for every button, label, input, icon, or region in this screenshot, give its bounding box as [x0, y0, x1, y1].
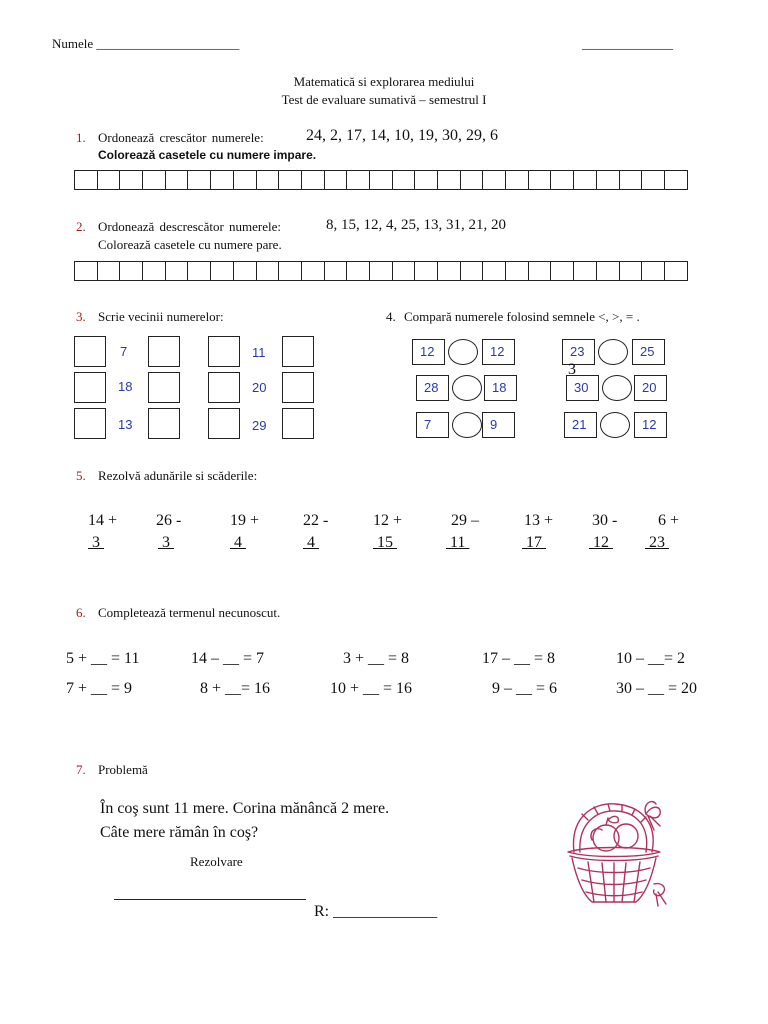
answer-label: R: _____________	[314, 903, 438, 920]
grid-cell[interactable]	[393, 262, 416, 281]
compare-number: 12	[412, 339, 445, 365]
exercise-number: 3.	[76, 309, 86, 324]
apple-basket-illustration	[558, 796, 670, 910]
date-blank: ______________	[582, 36, 673, 51]
operation-top: 26 -	[156, 512, 182, 529]
grid-cell[interactable]	[120, 171, 143, 190]
grid-cell[interactable]	[188, 262, 211, 281]
neighbor-box[interactable]	[282, 372, 314, 403]
compare-number: 12	[482, 339, 515, 365]
grid-cell[interactable]	[234, 262, 257, 281]
grid-cell[interactable]	[574, 262, 597, 281]
grid-cell[interactable]	[75, 262, 98, 281]
exercise-2-text: Ordonează descrescător numerele:	[98, 219, 282, 234]
grid-cell[interactable]	[188, 171, 211, 190]
exercise-2-numbers: 8, 15, 12, 4, 25, 13, 31, 21, 20	[326, 217, 506, 233]
given-number: 29	[252, 418, 267, 433]
compare-sign-circle[interactable]	[452, 412, 482, 438]
neighbor-box[interactable]	[208, 408, 240, 439]
grid-cell[interactable]	[166, 262, 189, 281]
given-number: 13	[118, 417, 133, 432]
operation-top: 29 –	[451, 512, 479, 529]
given-number: 18	[118, 379, 133, 394]
exercise-number: 4.	[386, 309, 396, 324]
grid-cell[interactable]	[120, 262, 143, 281]
grid-cell[interactable]	[506, 262, 529, 281]
grid-cell[interactable]	[234, 171, 257, 190]
operation-bottom: 15	[373, 534, 397, 551]
equation: 3 + __ = 8	[343, 650, 410, 667]
grid-cell[interactable]	[574, 171, 597, 190]
grid-cell[interactable]	[415, 171, 438, 190]
grid-cell[interactable]	[279, 262, 302, 281]
compare-number: 20	[634, 375, 667, 401]
grid-cell[interactable]	[98, 171, 121, 190]
grid-cell[interactable]	[483, 262, 506, 281]
compare-number: 21	[564, 412, 597, 438]
grid-cell[interactable]	[415, 262, 438, 281]
exercise-6-text: Completează termenul necunoscut.	[98, 605, 281, 620]
neighbor-box[interactable]	[208, 336, 240, 367]
equation: 5 + __ = 11	[66, 650, 140, 667]
operation-bottom: 4	[230, 534, 246, 551]
exercise-number: 7.	[76, 762, 86, 777]
grid-cell[interactable]	[529, 262, 552, 281]
grid-cell[interactable]	[302, 262, 325, 281]
grid-cell[interactable]	[98, 262, 121, 281]
neighbor-box[interactable]	[74, 408, 106, 439]
grid-cell[interactable]	[620, 262, 643, 281]
given-number: 7	[120, 344, 128, 359]
operation-bottom: 3	[158, 534, 174, 551]
exercise-number: 5.	[76, 468, 86, 483]
operation-bottom: 4	[303, 534, 319, 551]
operation-top: 19 +	[230, 512, 260, 529]
equation: 14 – __ = 7	[191, 650, 265, 667]
grid-cell[interactable]	[370, 262, 393, 281]
compare-number: 18	[484, 375, 517, 401]
compare-number: 9	[482, 412, 515, 438]
operation-top: 6 +	[658, 512, 680, 529]
exercise-7-text: Problemă	[98, 762, 148, 777]
grid-cell[interactable]	[325, 171, 348, 190]
exercise-1-instruction: Colorează casetele cu numere impare.	[98, 148, 317, 162]
compare-sign-circle[interactable]	[600, 412, 630, 438]
grid-cell[interactable]	[620, 171, 643, 190]
equation: 8 + __= 16	[200, 680, 271, 697]
grid-cell[interactable]	[393, 171, 416, 190]
neighbor-box[interactable]	[74, 336, 106, 367]
grid-cell[interactable]	[325, 262, 348, 281]
grid-cell[interactable]	[597, 171, 620, 190]
equation: 10 – __= 2	[616, 650, 686, 667]
grid-cell[interactable]	[665, 262, 688, 281]
compare-number: 30	[566, 375, 599, 401]
grid-cell[interactable]	[257, 171, 280, 190]
compare-number: 12	[634, 412, 667, 438]
compare-number: 7	[416, 412, 449, 438]
operation-bottom: 3	[88, 534, 104, 551]
exercise-3-text: Scrie vecinii numerelor:	[98, 309, 224, 324]
grid-cell[interactable]	[257, 262, 280, 281]
neighbor-box[interactable]	[282, 408, 314, 439]
grid-cell[interactable]	[370, 171, 393, 190]
given-number: 20	[252, 380, 267, 395]
neighbor-box[interactable]	[208, 372, 240, 403]
neighbor-box[interactable]	[148, 408, 180, 439]
answer-grid-1[interactable]	[74, 170, 688, 190]
grid-cell[interactable]	[279, 171, 302, 190]
answer-grid-2[interactable]	[74, 261, 688, 281]
grid-cell[interactable]	[665, 171, 688, 190]
compare-number: 25	[632, 339, 665, 365]
grid-cell[interactable]	[347, 262, 370, 281]
exercise-5-text: Rezolvă adunările si scăderile:	[98, 468, 258, 483]
operation-top: 22 -	[303, 512, 329, 529]
grid-cell[interactable]	[461, 262, 484, 281]
neighbor-box[interactable]	[74, 372, 106, 403]
equation: 9 – __ = 6	[492, 680, 558, 697]
equation: 10 + __ = 16	[330, 680, 413, 697]
solution-line[interactable]	[114, 899, 306, 900]
grid-cell[interactable]	[438, 262, 461, 281]
compare-number: 28	[416, 375, 449, 401]
exercise-4-text: Compară numerele folosind semnele <, >, = .	[404, 309, 640, 324]
exercise-number: 2.	[76, 219, 86, 234]
compare-sign-circle[interactable]	[602, 375, 632, 401]
exercise-2-instruction: Colorează casetele cu numere pare.	[98, 237, 282, 252]
operation-bottom: 23	[645, 534, 669, 551]
grid-cell[interactable]	[438, 171, 461, 190]
subject-title: Matematică si explorarea mediului	[293, 74, 475, 89]
exercise-1-text: Ordonează crescător numerele:	[98, 130, 264, 145]
test-title: Test de evaluare sumativă – semestrul I	[281, 92, 487, 107]
given-number: 11	[252, 345, 266, 360]
compare-sign-circle[interactable]	[598, 339, 628, 365]
compare-number: 23	[562, 339, 595, 365]
equation: 17 – __ = 8	[482, 650, 556, 667]
operation-top: 14 +	[88, 512, 118, 529]
problem-text-line-2: Câte mere rămân în coş?	[100, 824, 259, 841]
exercise-1-numbers: 24, 2, 17, 14, 10, 19, 30, 29, 6	[306, 127, 498, 144]
equation: 7 + __ = 9	[66, 680, 133, 697]
exercise-number: 6.	[76, 605, 86, 620]
problem-text-line-1: În coş sunt 11 mere. Corina mănâncă 2 mere.	[100, 800, 390, 817]
grid-cell[interactable]	[551, 262, 574, 281]
compare-sign-circle[interactable]	[448, 339, 478, 365]
neighbor-box[interactable]	[282, 336, 314, 367]
operation-bottom: 12	[589, 534, 613, 551]
grid-cell[interactable]	[75, 171, 98, 190]
neighbor-box[interactable]	[148, 336, 180, 367]
grid-cell[interactable]	[642, 262, 665, 281]
operation-top: 30 -	[592, 512, 618, 529]
grid-cell[interactable]	[166, 171, 189, 190]
student-name-label: Numele ______________________	[52, 36, 240, 51]
neighbor-box[interactable]	[148, 372, 180, 403]
grid-cell[interactable]	[551, 171, 574, 190]
stray-digit: 3	[568, 361, 576, 378]
grid-cell[interactable]	[347, 171, 370, 190]
solution-label: Rezolvare	[190, 854, 243, 869]
operation-top: 13 +	[524, 512, 554, 529]
grid-cell[interactable]	[143, 262, 166, 281]
grid-cell[interactable]	[506, 171, 529, 190]
operation-bottom: 17	[522, 534, 546, 551]
grid-cell[interactable]	[211, 262, 234, 281]
grid-cell[interactable]	[483, 171, 506, 190]
grid-cell[interactable]	[529, 171, 552, 190]
operation-bottom: 11	[446, 534, 470, 551]
grid-cell[interactable]	[302, 171, 325, 190]
operation-top: 12 +	[373, 512, 403, 529]
grid-cell[interactable]	[642, 171, 665, 190]
grid-cell[interactable]	[461, 171, 484, 190]
grid-cell[interactable]	[211, 171, 234, 190]
grid-cell[interactable]	[597, 262, 620, 281]
exercise-number: 1.	[76, 130, 86, 145]
grid-cell[interactable]	[143, 171, 166, 190]
compare-sign-circle[interactable]	[452, 375, 482, 401]
equation: 30 – __ = 20	[616, 680, 698, 697]
